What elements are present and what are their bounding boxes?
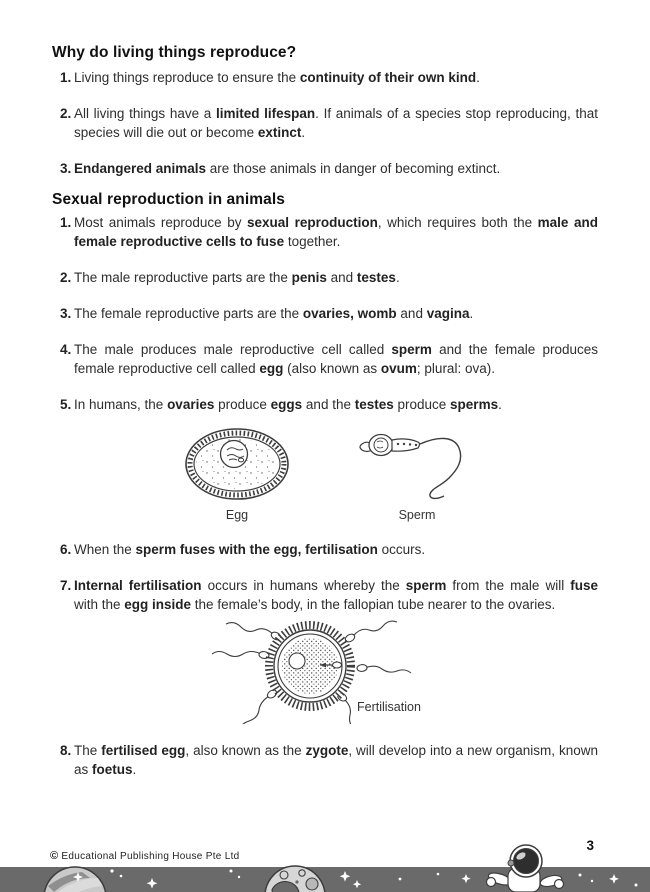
item-number: 8. <box>60 743 72 758</box>
item-text: The male reproductive parts are the penis and testes. <box>74 270 400 285</box>
list-item <box>52 104 598 142</box>
item-number: 3. <box>60 306 72 321</box>
item-number: 7. <box>60 578 72 593</box>
copyright-text: Educational Publishing House Pte Ltd <box>61 850 240 862</box>
egg-label: Egg <box>225 508 249 522</box>
item-number: 6. <box>60 542 72 557</box>
item-number: 2. <box>60 270 72 285</box>
footer-space-band <box>0 830 650 892</box>
item-text: In humans, the ovaries produce eggs and the testes produce sperms. <box>74 397 502 412</box>
numbered-list-why-reproduce <box>52 68 598 178</box>
item-text: The fertilised egg, also known as the zygote, will develop into a new organism, known as foetus. <box>74 743 598 777</box>
list-item <box>52 540 598 559</box>
space-band-illustration <box>0 830 650 892</box>
figure-fertilisation <box>52 604 598 724</box>
item-text: The male produces male reproductive cell called sperm and the female produces female reproductive cell called egg (also known as ovum; plural: ova). <box>74 342 598 376</box>
item-text: Internal fertilisation occurs in humans whereby the sperm from the male will fuse with the egg inside the female’s body, in the fallopian tube nearer to the ovaries. <box>74 578 598 612</box>
item-text: Living things reproduce to ensure the continuity of their own kind. <box>74 70 480 85</box>
list-item <box>52 395 598 414</box>
copyright-icon: © <box>50 850 59 862</box>
page-number: 3 <box>586 838 594 853</box>
figure-egg-and-sperm <box>52 426 598 522</box>
item-number: 1. <box>60 70 72 85</box>
fertilisation-label: Fertilisation <box>357 700 421 714</box>
item-number: 5. <box>60 397 72 412</box>
list-item <box>52 268 598 287</box>
item-text: Endangered animals are those animals in danger of becoming extinct. <box>74 161 501 176</box>
list-item <box>52 159 598 178</box>
sperm-cell-illustration <box>358 428 476 502</box>
egg-cell-illustration <box>183 426 291 502</box>
numbered-list-sexual-reproduction-6-7 <box>52 540 598 614</box>
item-text: The female reproductive parts are the ovaries, womb and vagina. <box>74 306 474 321</box>
list-item <box>52 741 598 779</box>
numbered-list-sexual-reproduction-8 <box>52 741 598 779</box>
list-item <box>52 68 598 87</box>
item-number: 2. <box>60 106 72 121</box>
item-number: 3. <box>60 161 72 176</box>
item-number: 4. <box>60 342 72 357</box>
list-item <box>52 340 598 378</box>
item-text: Most animals reproduce by sexual reproduction, which requires both the male and female reproductive cells to fuse together. <box>74 215 598 249</box>
figure-egg <box>182 426 292 522</box>
figure-sperm <box>357 428 477 522</box>
section-heading-why-reproduce: Why do living things reproduce? <box>52 44 297 61</box>
section-heading-sexual-reproduction: Sexual reproduction in animals <box>52 191 285 208</box>
list-item <box>52 213 598 251</box>
item-text: All living things have a limited lifespan. If animals of a species stop reproducing, that species will die out or become extinct. <box>74 106 598 140</box>
item-text: When the sperm fuses with the egg, fertilisation occurs. <box>74 542 426 557</box>
list-item <box>52 304 598 323</box>
page-content <box>52 44 598 796</box>
sperm-label: Sperm <box>398 508 436 522</box>
numbered-list-sexual-reproduction-1-5 <box>52 213 598 414</box>
item-number: 1. <box>60 215 72 230</box>
